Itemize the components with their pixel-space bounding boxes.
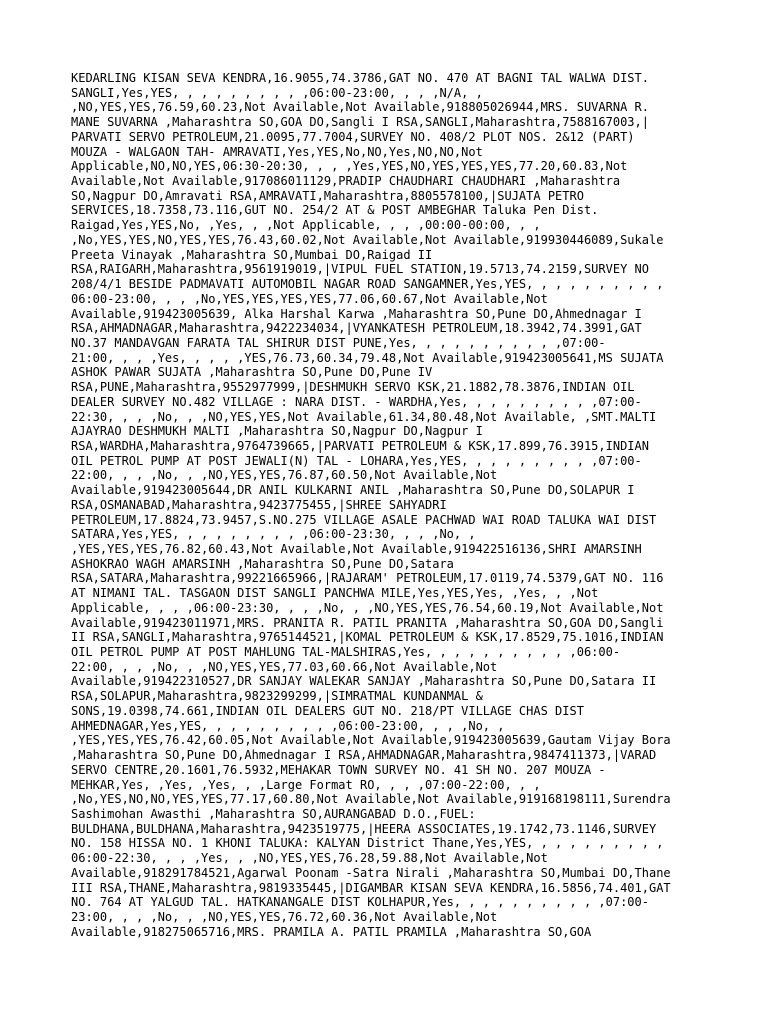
document-text-line: DEALER SURVEY NO.482 VILLAGE : NARA DIST. - WARDHA,Yes, , , , , , , , , ,07:00- [71, 394, 642, 409]
document-text-line: Available,919422310527,DR SANJAY WALEKAR SANJAY ,Maharashtra SO,Pune DO,Satara II [71, 674, 657, 689]
document-text-line: SANGLI,Yes,YES, , , , , , , , , ,06:00-23:00, , , ,N/A, , [71, 85, 483, 100]
document-text-line: Available,918275065716,MRS. PRAMILA A. PATIL PRAMILA ,Maharashtra SO,GOA [71, 924, 592, 939]
document-text-line: ,Maharashtra SO,Pune DO,Ahmednagar I RSA,AHMADNAGAR,Maharashtra,9847411373,|VARAD [71, 748, 657, 763]
document-text-line: RSA,SATARA,Maharashtra,99221665966,|RAJARAM' PETROLEUM,17.0119,74.5379,GAT NO. 116 [71, 571, 664, 586]
document-text-line: BULDHANA,BULDHANA,Maharashtra,9423519775,|HEERA ASSOCIATES,19.1742,73.1146,SURVEY [71, 821, 657, 836]
document-text-line: ASHOKRAO WAGH AMARSINH ,Maharashtra SO,Pune DO,Satara [71, 556, 454, 571]
document-text-line: ,YES,YES,YES,76.42,60.05,Not Available,Not Available,919423005639,Gautam Vijay Bora [71, 733, 671, 748]
document-text-line: Raigad,Yes,YES,No, ,Yes, , ,Not Applicable, , , ,00:00-00:00, , , [71, 218, 541, 233]
document-text-line: RSA,AHMADNAGAR,Maharashtra,9422234034,|VYANKATESH PETROLEUM,18.3942,74.3991,GAT [71, 321, 642, 336]
document-text-line: AT NIMANI TAL. TASGAON DIST SANGLI PANCHWA MILE,Yes,YES,Yes, ,Yes, , ,Not [71, 586, 599, 601]
document-text-line: 22:00, , , ,No, , ,NO,YES,YES,76.87,60.50,Not Available,Not [71, 468, 498, 483]
document-text-line: 22:00, , , ,No, , ,NO,YES,YES,77.03,60.66,Not Available,Not [71, 659, 498, 674]
document-text-line: MANE SUVARNA ,Maharashtra SO,GOA DO,Sangli I RSA,SANGLI,Maharashtra,7588167003,| [71, 115, 649, 130]
document-text-line: OIL PETROL PUMP AT POST JEWALI(N) TAL - LOHARA,Yes,YES, , , , , , , , , ,07:00- [71, 453, 642, 468]
document-text-line: KEDARLING KISAN SEVA KENDRA,16.9055,74.3786,GAT NO. 470 AT BAGNI TAL WALWA DIST. [71, 71, 649, 85]
document-text-line: 06:00-22:30, , , ,Yes, , ,NO,YES,YES,76.28,59.88,Not Available,Not [71, 851, 548, 866]
document-body [71, 71, 711, 939]
document-text-line: RSA,WARDHA,Maharashtra,9764739665,|PARVATI PETROLEUM & KSK,17.899,76.3915,INDIAN [71, 438, 649, 453]
document-text-line: AJAYRAO DESHMUKH MALTI ,Maharashtra SO,Nagpur DO,Nagpur I [71, 424, 483, 439]
document-text-line: ,YES,YES,YES,76.82,60.43,Not Available,Not Available,919422516136,SHRI AMARSINH [71, 542, 642, 556]
document-text-line: SO,Nagpur DO,Amravati RSA,AMRAVATI,Maharashtra,8805578100,|SUJATA PETRO [71, 188, 584, 203]
document-text-line: RSA,PUNE,Maharashtra,9552977999,|DESHMUKH SERVO KSK,21.1882,78.3876,INDIAN OIL [71, 380, 635, 395]
document-text-line: MOUZA - WALGAON TAH- AMRAVATI,Yes,YES,No,NO,Yes,NO,NO,Not [71, 144, 483, 159]
document-text-line: III RSA,THANE,Maharashtra,9819335445,|DIGAMBAR KISAN SEVA KENDRA,16.5856,74.401,GAT [71, 880, 671, 895]
document-text-line: ,No,YES,NO,NO,YES,YES,77.17,60.80,Not Available,Not Available,919168198111,Surendra [71, 792, 671, 807]
document-text-line: Preeta Vinayak ,Maharashtra SO,Mumbai DO,Raigad II [71, 247, 433, 262]
document-text-line: RSA,OSMANABAD,Maharashtra,9423775455,|SHREE SAHYADRI [71, 497, 447, 512]
document-text-line: SATARA,Yes,YES, , , , , , , , , ,06:00-23:30, , , ,No, , [71, 527, 476, 542]
document-text-line: 22:30, , , ,No, , ,NO,YES,YES,Not Available,61.34,80.48,Not Available, ,SMT.MALTI [71, 409, 657, 424]
document-text-line: 208/4/1 BESIDE PADMAVATI AUTOMOBIL NAGAR ROAD SANGAMNER,Yes,YES, , , , , , , , , , [71, 277, 664, 292]
document-text-line: Applicable, , , ,06:00-23:30, , , ,No, , ,NO,YES,YES,76.54,60.19,Not Available,Not [71, 600, 664, 615]
document-text-line: PETROLEUM,17.8824,73.9457,S.NO.275 VILLAGE ASALE PACHWAD WAI ROAD TALUKA WAI DIST [71, 512, 657, 527]
document-text-line: Available,919423011971,MRS. PRANITA R. PATIL PRANITA ,Maharashtra SO,GOA DO,Sangli [71, 615, 664, 630]
document-text-line: Available,918291784521,Agarwal Poonam -Satra Nirali ,Maharashtra SO,Mumbai DO,Thane [71, 865, 671, 880]
document-text-line: II RSA,SANGLI,Maharashtra,9765144521,|KOMAL PETROLEUM & KSK,17.8529,75.1016,INDIAN [71, 630, 664, 645]
document-text-line: OIL PETROL PUMP AT POST MAHLUNG TAL-MALSHIRAS,Yes, , , , , , , , , , ,06:00- [71, 645, 621, 660]
document-text-line: SONS,19.0398,74.661,INDIAN OIL DEALERS GUT NO. 218/PT VILLAGE CHAS DIST [71, 703, 584, 718]
document-text-line: Applicable,NO,NO,YES,06:30-20:30, , , ,Yes,YES,NO,YES,YES,YES,77.20,60.83,Not [71, 159, 628, 174]
document-text-line: RSA,RAIGARH,Maharashtra,9561919019,|VIPUL FUEL STATION,19.5713,74.2159,SURVEY NO [71, 262, 649, 277]
document-text-line: NO. 764 AT YALGUD TAL. HATKANANGALE DIST KOLHAPUR,Yes, , , , , , , , , , ,07:00- [71, 895, 649, 910]
document-text-line: PARVATI SERVO PETROLEUM,21.0095,77.7004,SURVEY NO. 408/2 PLOT NOS. 2&12 (PART) [71, 129, 635, 144]
document-text-line: Available,Not Available,917086011129,PRADIP CHAUDHARI CHAUDHARI ,Maharashtra [71, 174, 621, 189]
document-text-line: Available,919423005644,DR ANIL KULKARNI ANIL ,Maharashtra SO,Pune DO,SOLAPUR I [71, 483, 635, 498]
document-text-line: Available,919423005639, Alka Harshal Karwa ,Maharashtra SO,Pune DO,Ahmednagar I [71, 306, 642, 321]
document-text-line: NO.37 MANDAVGAN FARATA TAL SHIRUR DIST PUNE,Yes, , , , , , , , , , ,07:00- [71, 335, 606, 350]
document-text-line: RSA,SOLAPUR,Maharashtra,9823299299,|SIMRATMAL KUNDANMAL & [71, 689, 483, 704]
document-text-line: SERVO CENTRE,20.1601,76.5932,MEHAKAR TOWN SURVEY NO. 41 SH NO. 207 MOUZA - [71, 762, 606, 777]
document-text-line: ,NO,YES,YES,76.59,60.23,Not Available,Not Available,918805026944,MRS. SUVARNA R. [71, 100, 649, 115]
document-text-line: ,No,YES,YES,NO,YES,YES,76.43,60.02,Not Available,Not Available,919930446089,Sukale [71, 232, 664, 247]
document-text-line: NO. 158 HISSA NO. 1 KHONI TALUKA: KALYAN District Thane,Yes,YES, , , , , , , , , , [71, 836, 664, 851]
document-text-line: 23:00, , , ,No, , ,NO,YES,YES,76.72,60.36,Not Available,Not [71, 909, 498, 924]
document-text-line: Sashimohan Awasthi ,Maharashtra SO,AURANGABAD D.O.,FUEL: [71, 806, 476, 821]
document-text-line: 06:00-23:00, , , ,No,YES,YES,YES,YES,77.06,60.67,Not Available,Not [71, 291, 548, 306]
document-text-line: SERVICES,18.7358,73.116,GUT NO. 254/2 AT & POST AMBEGHAR Taluka Pen Dist. [71, 203, 599, 218]
document-text-line: MEHKAR,Yes, ,Yes, ,Yes, , ,Large Format RO, , , ,07:00-22:00, , , [71, 777, 541, 792]
document-text-line: AHMEDNAGAR,Yes,YES, , , , , , , , , ,06:00-23:00, , , ,No, , [71, 718, 505, 733]
document-text-line: 21:00, , , ,Yes, , , , ,YES,76.73,60.34,79.48,Not Available,919423005641,MS SUJATA [71, 350, 664, 365]
document-text-line: ASHOK PAWAR SUJATA ,Maharashtra SO,Pune DO,Pune IV [71, 365, 433, 380]
